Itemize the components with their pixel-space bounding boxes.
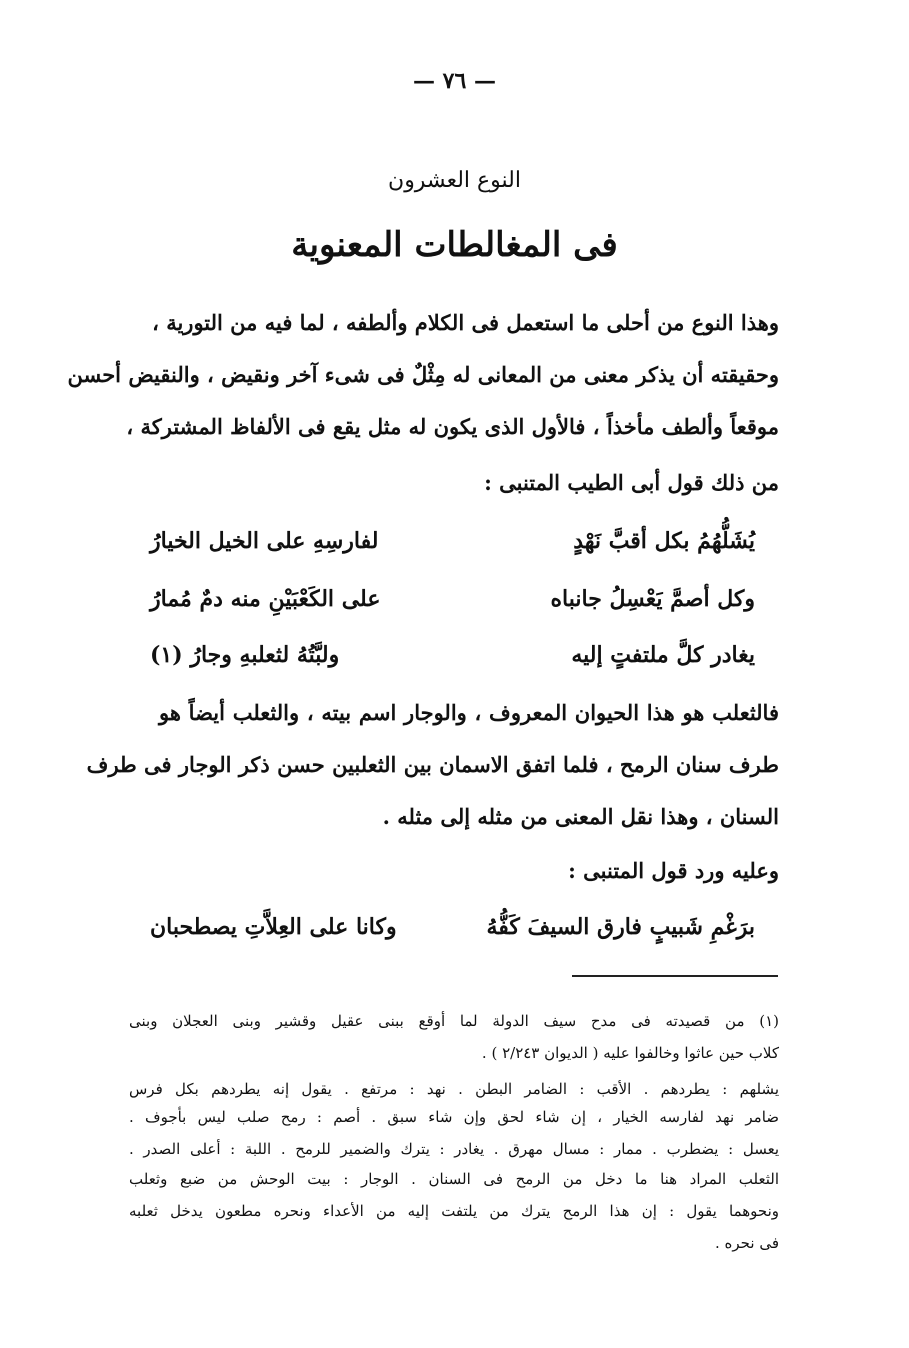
verse-hemistich-second: على الكَعْبَيْنِ منه دمٌ مُمارُ xyxy=(150,586,381,612)
chapter-title: فى المغالطات المعنوية xyxy=(291,225,618,265)
paragraph-line: السنان ، وهذا نقل المعنى من مثله إلى مثله . xyxy=(382,804,779,829)
verse-hemistich-first: يغادر كلَّ ملتفتٍ إليه xyxy=(571,642,755,668)
paragraph-line: موقعاً وألطف مأخذاً ، فالأول الذى يكون له مثل يقع فى الألفاظ المشتركة ، xyxy=(126,414,779,439)
footnote-divider xyxy=(572,975,778,977)
verse-hemistich-first: وكل أصمَّ يَعْسِلُ جانباه xyxy=(550,586,755,612)
footnote-line: فى نحره . xyxy=(715,1234,779,1252)
footnote-line: يشلهم : يطردهم . الأقب : الضامر البطن . نهد : مرتفع . يقول إنه يطردهم بكل فرس xyxy=(129,1080,779,1098)
paragraph-line: طرف سنان الرمح ، فلما اتفق الاسمان بين الثعلبين حسن ذكر الوجار فى طرف xyxy=(86,752,779,777)
section-kicker: النوع العشرون xyxy=(388,168,521,193)
verse-hemistich-second: وكانا على العِلاَّتِ يصطحبان xyxy=(150,914,397,940)
paragraph-line: وحقيقته أن يذكر معنى من المعانى له مِثْلٌ فى شىء آخر ونقيض ، والنقيض أحسن xyxy=(67,362,779,387)
paragraph-line: وهذا النوع من أحلى ما استعمل فى الكلام وألطفه ، لما فيه من التورية ، xyxy=(152,310,779,335)
footnote-line: يعسل : يضطرب . ممار : مسال مهرق . يغادر : يترك والضمير للرمح . اللبة : أعلى الصدر . xyxy=(129,1140,779,1158)
verse-line xyxy=(150,586,755,612)
verse-hemistich-second: ولبَّتُهُ لثعلبهِ وجارُ (١) xyxy=(150,642,340,668)
verse-line xyxy=(150,528,755,554)
footnote-line: (١) من قصيدته فى مدح سيف الدولة لما أوقع ببنى عقيل وقشير وبنى العجلان وبنى xyxy=(129,1012,779,1030)
footnote-line: كلاب حين عاثوا وخالفوا عليه ( الديوان ٢/٢٤٣ ) . xyxy=(481,1044,779,1062)
verse-hemistich-first: برَغْمِ شَبيبٍ فارق السيفَ كَفُّهُ xyxy=(486,914,755,940)
verse-hemistich-second: لفارسِهِ على الخيل الخيارُ xyxy=(150,528,379,554)
footnote-line: الثعلب المراد هنا ما دخل من الرمح فى السنان . الوجار : بيت الوحش من ضبع وثعلب xyxy=(129,1170,779,1188)
paragraph-line: وعليه ورد قول المتنبى : xyxy=(568,858,779,883)
paragraph-line: فالثعلب هو هذا الحيوان المعروف ، والوجار اسم بيته ، والثعلب أيضاً هو xyxy=(159,700,779,725)
footnote-line: ضامر نهد لفارسه الخيار ، إن شاء لحق وإن شاء سبق . أصم : رمح صلب ليس بأجوف . xyxy=(129,1108,779,1126)
verse-hemistich-first: يُشَلُّهُمُ بكل أقبَّ نَهْدٍ xyxy=(573,528,755,554)
verse-line xyxy=(150,914,755,940)
paragraph-line: من ذلك قول أبى الطيب المتنبى : xyxy=(484,470,779,495)
verse-line xyxy=(150,642,755,668)
footnote-line: ونحوهما يقول : إن هذا الرمح يترك من يلتفت إليه من الأعداء ونحره مطعون يدخل ثعلبه xyxy=(129,1202,779,1220)
page-number: — ٧٦ — xyxy=(413,68,496,94)
